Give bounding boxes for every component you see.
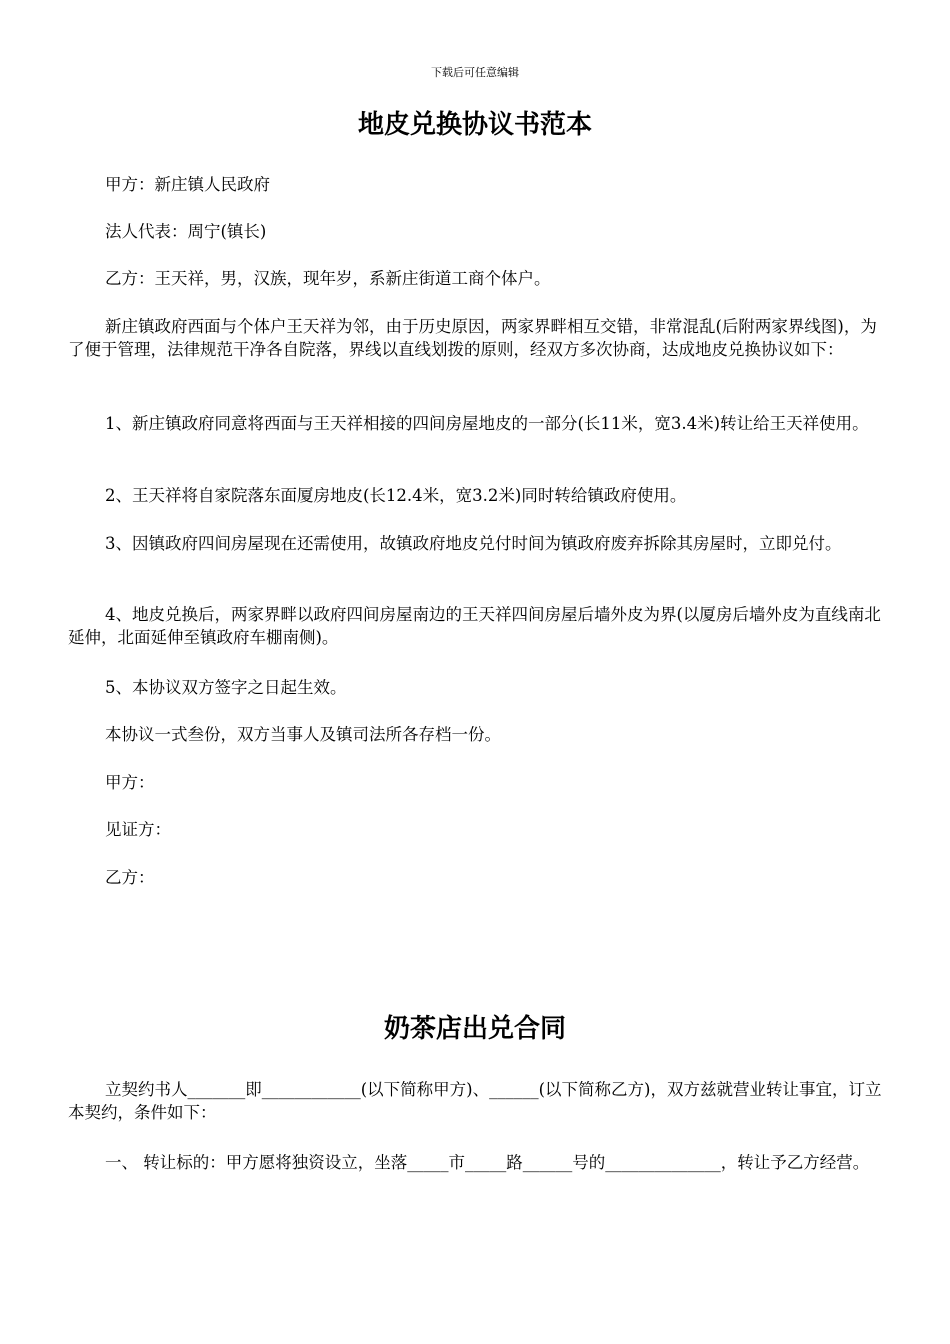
doc1-title: 地皮兑换协议书范本 (357, 110, 592, 140)
doc2-clause-1: 一、 转让标的：甲方愿将独资设立，坐落_____市_____路______号的______________，转让予乙方经营。 (105, 1153, 870, 1172)
doc1-party-b: 乙方：王天祥，男，汉族，现年岁，系新庄街道工商个体户。 (105, 269, 551, 288)
doc1-clause-3: 3、因镇政府四间房屋现在还需使用，故镇政府地皮兑付时间为镇政府废弃拆除其房屋时，立即兑付。 (105, 534, 842, 553)
doc1-clause-2: 2、王天祥将自家院落东面厦房地皮(长12.4米，宽3.2米)同时转给镇政府使用。 (105, 486, 687, 505)
doc1-sign-b: 乙方： (105, 868, 155, 887)
doc2-intro: 立契约书人_______即____________(以下简称甲方)、______(以下简称乙方)，双方兹就营业转让事宜，订立本契约，条件如下： (68, 1080, 882, 1122)
doc1-party-a: 甲方：新庄镇人民政府 (105, 175, 270, 194)
doc1-sign-a: 甲方： (105, 773, 155, 792)
doc2-title: 奶茶店出兑合同 (383, 1014, 566, 1044)
doc1-intro: 新庄镇政府西面与个体户王天祥为邻，由于历史原因，两家界畔相互交错，非常混乱(后附两家界线图)，为了便于管理，法律规范干净各自院落，界线以直线划拨的原则，经双方多次协商，达成地皮兑换协议如下： (68, 317, 877, 359)
doc1-clause-4: 4、地皮兑换后，两家界畔以政府四间房屋南边的王天祥四间房屋后墙外皮为界(以厦房后墙外皮为直线南北延伸，北面延伸至镇政府车棚南侧)。 (68, 605, 881, 647)
doc1-sign-witness: 见证方： (105, 820, 171, 839)
doc1-legal-rep: 法人代表：周宁(镇长) (105, 222, 267, 241)
doc1-clause-1: 1、新庄镇政府同意将西面与王天祥相接的四间房屋地皮的一部分(长11米，宽3.4米)转让给王天祥使用。 (105, 414, 869, 433)
doc1-copies: 本协议一式叁份，双方当事人及镇司法所各存档一份。 (105, 725, 501, 744)
doc1-clause-5: 5、本协议双方签字之日起生效。 (105, 678, 347, 697)
header-note: 下载后可任意编辑 (431, 66, 519, 79)
